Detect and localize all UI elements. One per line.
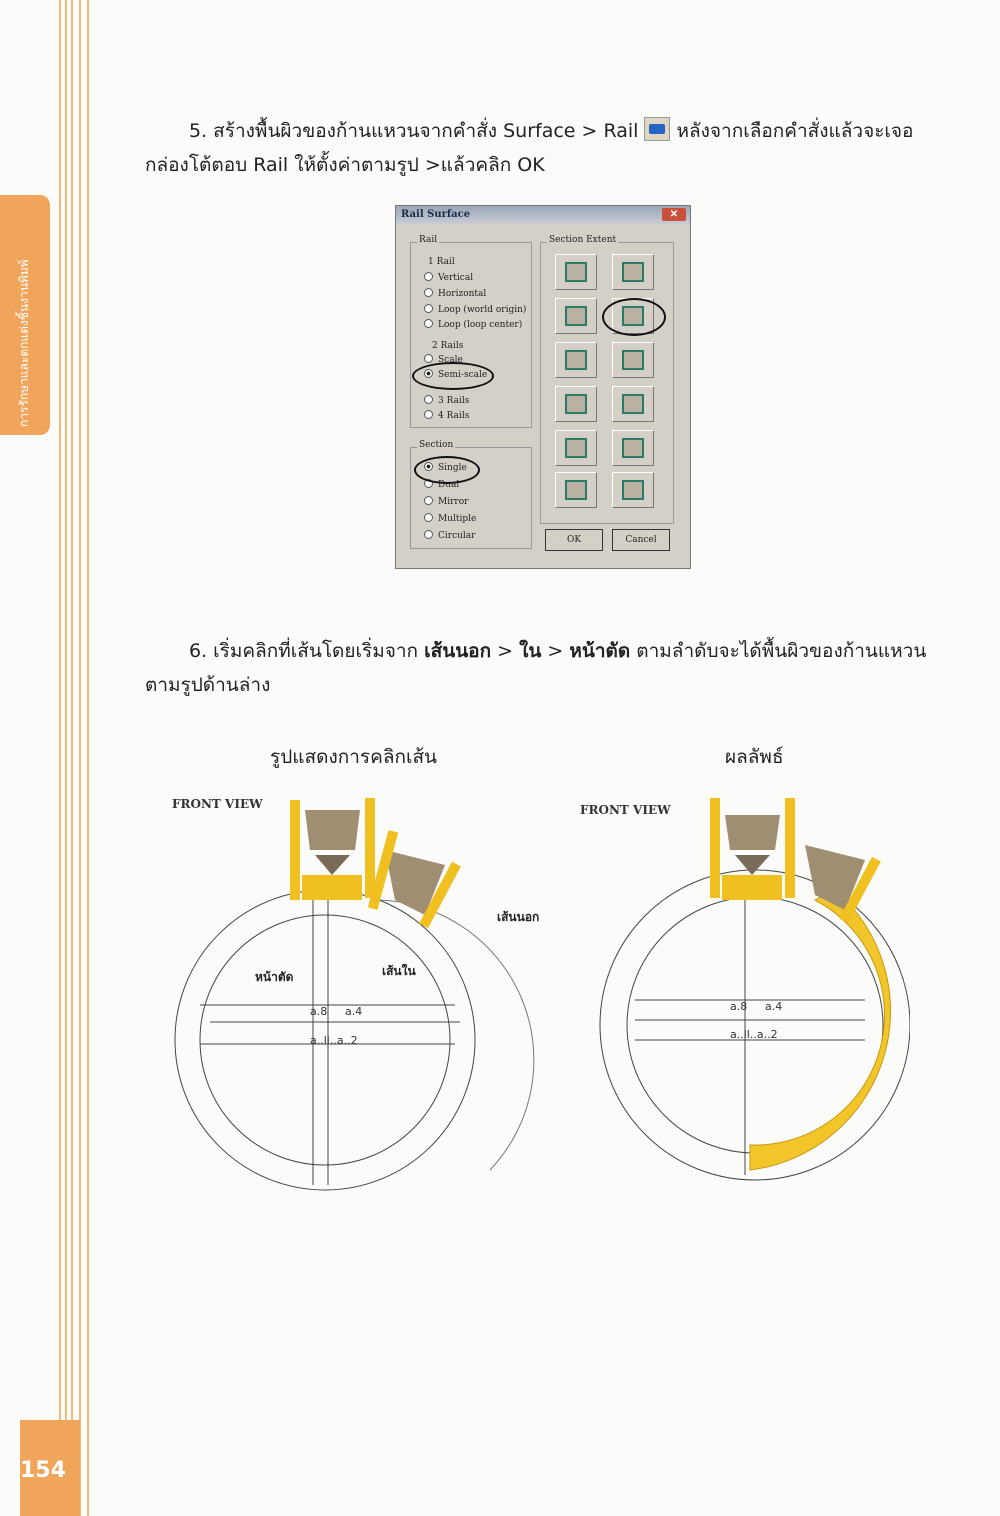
radio-scale[interactable]: Scale bbox=[424, 354, 463, 365]
chapter-tab bbox=[0, 195, 50, 435]
extent-cell[interactable] bbox=[555, 298, 597, 334]
radio-loop-center[interactable]: Loop (loop center) bbox=[424, 319, 522, 330]
dim-a4: a.4 bbox=[765, 1000, 783, 1013]
label-section: หน้าตัด bbox=[255, 970, 294, 984]
radio-dual[interactable]: Dual bbox=[424, 479, 459, 490]
dim-a8: a.8 bbox=[730, 1000, 748, 1013]
extent-cell[interactable] bbox=[555, 472, 597, 508]
dialog-title: Rail Surface bbox=[401, 209, 471, 220]
dialog-title-bar bbox=[396, 206, 690, 224]
highlight-extent bbox=[602, 298, 666, 336]
extent-cell[interactable] bbox=[612, 472, 654, 508]
front-view-label-right: FRONT VIEW bbox=[580, 803, 671, 817]
left-figure-caption: รูปแสดงการคลิกเส้น bbox=[270, 746, 438, 768]
step6-inner: ใน bbox=[519, 640, 542, 662]
step6-paragraph bbox=[145, 634, 955, 702]
step6-prefix: 6. เริ่มคลิกที่เส้นโดยเริ่มจาก bbox=[189, 640, 419, 662]
two-rails-label: 2 Rails bbox=[432, 341, 464, 351]
radio-semi-scale[interactable]: Semi-scale bbox=[424, 369, 487, 380]
dim-c: a..ll..a..2 bbox=[310, 1034, 358, 1047]
radio-circular[interactable]: Circular bbox=[424, 530, 475, 541]
extent-cell[interactable] bbox=[612, 386, 654, 422]
extent-cell[interactable] bbox=[612, 430, 654, 466]
radio-single[interactable]: Single bbox=[424, 462, 467, 473]
rail-surface-dialog bbox=[395, 205, 691, 569]
radio-mirror[interactable]: Mirror bbox=[424, 496, 468, 507]
section-group-label: Section bbox=[419, 440, 454, 450]
step5-paragraph bbox=[145, 114, 955, 182]
dim-a4: a.4 bbox=[345, 1005, 363, 1018]
rail-group-label: Rail bbox=[419, 235, 438, 245]
step6-outer: เส้นนอก bbox=[424, 640, 492, 662]
chapter-tab-text: การรักษาและตกแต่งชิ้นงานพิมพ์ bbox=[17, 259, 31, 427]
highlight-semi-scale bbox=[412, 362, 494, 390]
ring-result-figure bbox=[580, 790, 910, 1190]
dim-a8: a.8 bbox=[310, 1005, 328, 1018]
step5-text-after: หลังจากเลือกคำสั่งแล้วจะเจอกล่องโต้ตอบ Rail ให้ตั้งค่าตามรูป >แล้วคลิก OK bbox=[145, 120, 914, 176]
one-rail-label: 1 Rail bbox=[428, 257, 455, 267]
label-inner-line: เส้นใน bbox=[382, 964, 416, 978]
rail-surface-icon bbox=[644, 117, 670, 141]
cancel-button[interactable]: Cancel bbox=[612, 529, 670, 551]
extent-cell[interactable] bbox=[555, 342, 597, 378]
extent-cell[interactable] bbox=[555, 430, 597, 466]
step6-sep: > bbox=[541, 640, 570, 662]
extent-cell[interactable] bbox=[555, 386, 597, 422]
step6-suffix: ตามลำดับจะได้พื้นผิวของก้านแหวนตามรูปด้านล่าง bbox=[145, 640, 927, 696]
radio-loop-world[interactable]: Loop (world origin) bbox=[424, 304, 526, 315]
radio-horizontal[interactable]: Horizontal bbox=[424, 288, 486, 299]
right-figure-caption: ผลลัพธ์ bbox=[725, 746, 784, 768]
close-icon[interactable]: ✕ bbox=[662, 208, 686, 221]
section-extent-label: Section Extent bbox=[549, 235, 617, 245]
front-view-label-left: FRONT VIEW bbox=[172, 797, 263, 811]
extent-cell[interactable] bbox=[555, 254, 597, 290]
ring-wireframe-figure bbox=[150, 790, 570, 1210]
label-outer-line: เส้นนอก bbox=[497, 910, 540, 924]
extent-cell[interactable] bbox=[612, 342, 654, 378]
dim-c: a..ll..a..2 bbox=[730, 1028, 778, 1041]
step6-section: หน้าตัด bbox=[569, 640, 631, 662]
radio-vertical[interactable]: Vertical bbox=[424, 272, 473, 283]
radio-4-rails[interactable]: 4 Rails bbox=[424, 410, 469, 421]
page-number: 154 bbox=[20, 1458, 66, 1483]
step6-sep: > bbox=[491, 640, 520, 662]
radio-3-rails[interactable]: 3 Rails bbox=[424, 395, 469, 406]
highlight-single bbox=[414, 456, 480, 484]
step5-text-before: 5. สร้างพื้นผิวของก้านแหวนจากคำสั่ง Surface > Rail bbox=[189, 120, 639, 142]
radio-multiple[interactable]: Multiple bbox=[424, 513, 476, 524]
extent-cell[interactable] bbox=[612, 254, 654, 290]
ok-button[interactable]: OK bbox=[545, 529, 603, 551]
